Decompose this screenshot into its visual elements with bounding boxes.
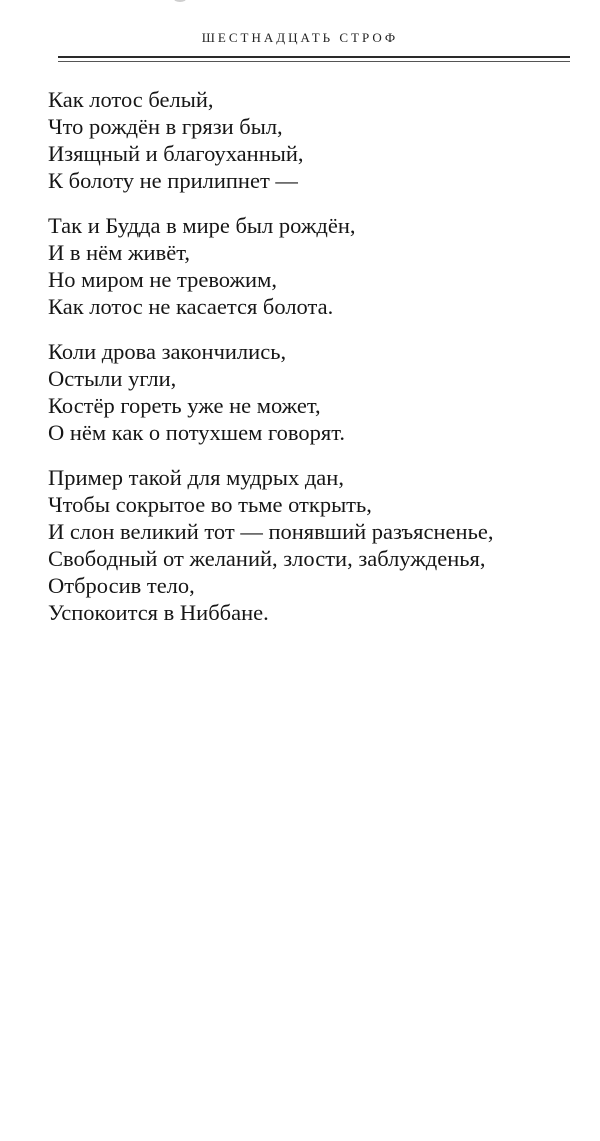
poem-line: Изящный и благоуханный,: [48, 141, 304, 166]
poem-line: Успокоится в Ниббане.: [48, 600, 269, 625]
poem-line: Как лотос белый,: [48, 87, 214, 112]
running-head: ШЕСТНАДЦАТЬ СТРОФ: [201, 30, 399, 45]
poem-line: О нём как о потухшем говорят.: [48, 420, 345, 445]
stanza-3: [48, 338, 588, 446]
stanza-2: [48, 212, 588, 320]
poem: [48, 86, 588, 644]
header-rule-thin: [58, 61, 570, 62]
poem-line: Отбросив тело,: [48, 573, 195, 598]
poem-line: К болоту не прилипнет —: [48, 168, 298, 193]
header-rule: [58, 56, 570, 58]
poem-line: Остыли угли,: [48, 366, 177, 391]
poem-line: Так и Будда в мире был рождён,: [48, 213, 356, 238]
poem-line: Что рождён в грязи был,: [48, 114, 283, 139]
poem-line: Пример такой для мудрых дан,: [48, 465, 344, 490]
poem-line: Коли дрова закончились,: [48, 339, 287, 364]
stanza-1: [48, 86, 588, 194]
poem-line: Как лотос не касается болота.: [48, 294, 334, 319]
poem-line: И слон великий тот — понявший разъясненье,: [48, 519, 494, 544]
poem-line: Но миром не тревожим,: [48, 267, 277, 292]
poem-line: Костёр гореть уже не может,: [48, 393, 321, 418]
poem-line: Чтобы сокрытое во тьме открыть,: [48, 492, 372, 517]
poem-line: Свободный от желаний, злости, заблужденья,: [48, 546, 486, 571]
page-edge-mark: [174, 0, 186, 2]
poem-line: И в нём живёт,: [48, 240, 190, 265]
stanza-4: [48, 464, 588, 626]
